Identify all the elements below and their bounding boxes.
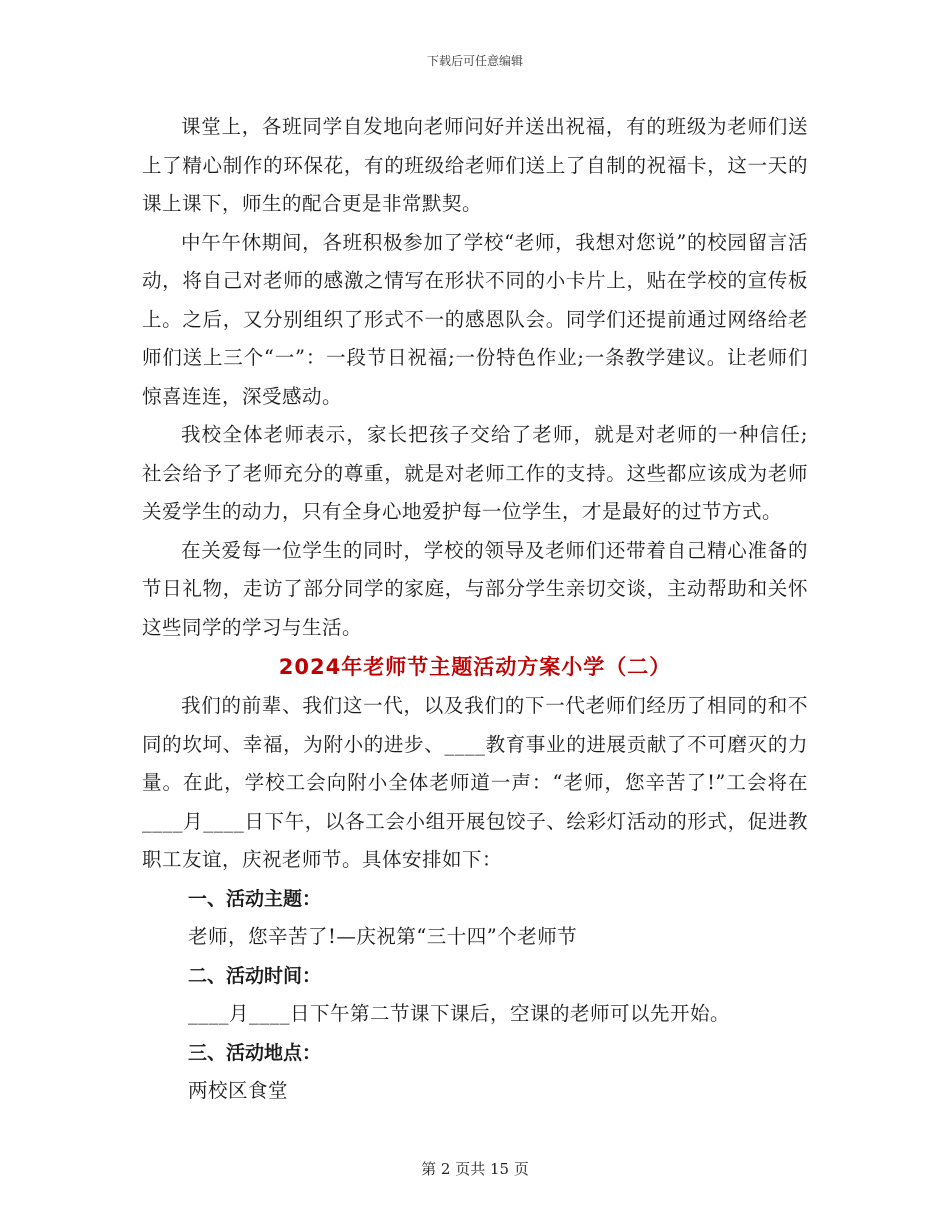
heading-theme: 一、活动主题： — [188, 887, 322, 910]
paragraph-home-visits: 在关爱每一位学生的同时，学校的领导及老师们还带着自己精心准备的节日礼物，走访了部分同学的家庭，与部分学生亲切交谈，主动帮助和关怀这些同学的学习与生活。 — [142, 538, 808, 639]
document-body — [142, 108, 808, 1111]
paragraph-noon-activity: 中午午休期间，各班积极参加了学校“老师，我想对您说”的校园留言活动，将自己对老师的感激之情写在形状不同的小卡片上，贴在学校的宣传板上。之后，又分别组织了形式不一的感恩队会。同学们还提前通过网络给老师们送上三个“一”：一段节日祝福;一份特色作业;一条教学建议。让老师们惊喜连连，深受感动。 — [142, 230, 808, 408]
heading-time: 二、活动时间： — [188, 964, 322, 987]
heading-location: 三、活动地点： — [188, 1041, 322, 1064]
paragraph-classroom: 课堂上，各班同学自发地向老师问好并送出祝福，有的班级为老师们送上了精心制作的环保花，有的班级给老师们送上了自制的祝福卡，这一天的课上课下，师生的配合更是非常默契。 — [142, 115, 808, 215]
section-title: 2024年老师节主题活动方案小学（二） — [278, 655, 672, 679]
location-text: 两校区食堂 — [188, 1079, 289, 1102]
paragraph-intro: 我们的前辈、我们这一代，以及我们的下一代老师们经历了相同的和不同的坎坷、幸福，为附小的进步、____教育事业的进展贡献了不可磨灭的力量。在此，学校工会向附小全体老师道一声：“老师，您辛苦了!”工会将在____月____日下午，以各工会小组开展包饺子、绘彩灯活动的形式，促进教职工友谊，庆祝老师节。具体安排如下： — [142, 694, 808, 871]
paragraph-teachers-statement: 我校全体老师表示，家长把孩子交给了老师，就是对老师的一种信任;社会给予了老师充分的尊重，就是对老师工作的支持。这些都应该成为老师关爱学生的动力，只有全身心地爱护每一位学生，才是最好的过节方式。 — [142, 423, 808, 523]
page-footer: 第 2 页共 15 页 — [421, 1160, 529, 1178]
page-header: 下载后可任意编辑 — [426, 54, 523, 68]
time-text: ____月____日下午第二节课下课后，空课的老师可以先开始。 — [188, 1002, 731, 1025]
theme-text: 老师，您辛苦了!—庆祝第“三十四”个老师节 — [188, 925, 578, 948]
